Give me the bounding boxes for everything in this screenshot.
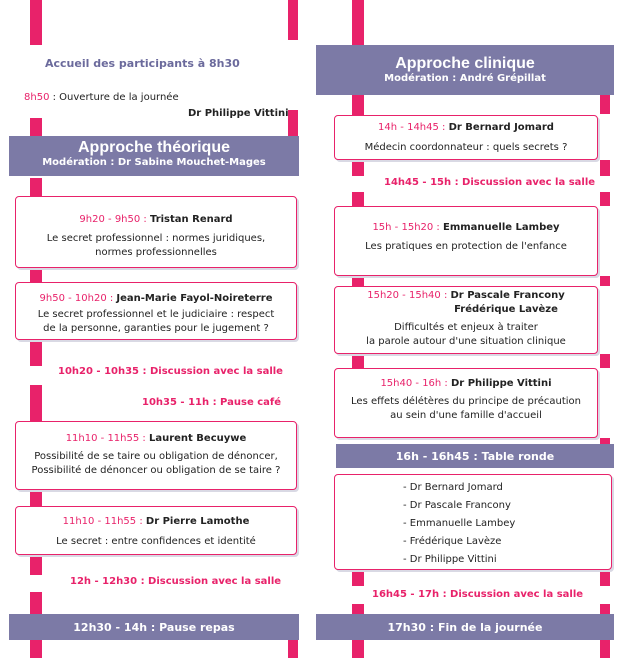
- talk-line: Les effets délétères du principe de précaution: [351, 396, 581, 407]
- talk-card: [15, 506, 297, 555]
- talk-line: Médecin coordonnateur : quels secrets ?: [364, 142, 568, 153]
- right-timeline-segment: [600, 354, 610, 368]
- right-timeline-segment: [600, 192, 610, 206]
- talk-time: 15h20 - 15h40 :: [367, 290, 451, 301]
- talk-line: normes professionnelles: [95, 247, 217, 258]
- lunch-band: 12h30 - 14h : Pause repas: [9, 614, 299, 640]
- panel-card: [334, 474, 612, 570]
- discussion-label: 14h45 - 15h : Discussion avec la salle: [384, 177, 596, 188]
- right-timeline-segment: [352, 192, 364, 206]
- right-timeline-segment: [600, 276, 610, 286]
- left-timeline-segment: [30, 555, 42, 575]
- left-timeline-segment: [288, 640, 298, 658]
- panel-member: - Dr Philippe Vittini: [403, 554, 497, 565]
- section-moderation: Modération : André Grépillat: [384, 73, 546, 84]
- left-timeline-segment: [288, 0, 298, 40]
- talk-speaker: Tristan Renard: [149, 214, 233, 225]
- talk-speaker: Dr Bernard Jomard: [448, 122, 554, 133]
- opening-line: [24, 92, 179, 103]
- section-header-clinique: [316, 45, 614, 95]
- right-timeline-segment: [352, 354, 364, 368]
- opening-time: 8h50: [24, 92, 50, 103]
- discussion-label: 10h20 - 10h35 : Discussion avec la salle: [58, 366, 283, 377]
- talk-line: Le secret professionnel : normes juridiques,: [46, 233, 266, 244]
- talk-speaker: Jean-Marie Fayol-Noireterre: [116, 293, 273, 304]
- talk-speaker: Dr Pierre Lamothe: [145, 516, 250, 527]
- talk-card: [334, 115, 598, 160]
- left-timeline-segment: [30, 0, 42, 45]
- left-timeline-segment: [30, 118, 42, 136]
- talk-card: [334, 206, 598, 276]
- right-timeline-segment: [600, 92, 610, 114]
- round-table-band: 16h - 16h45 : Table ronde: [336, 444, 614, 468]
- opening-speaker: Dr Philippe Vittini: [188, 108, 289, 119]
- panel-member: - Dr Pascale Francony: [403, 500, 511, 511]
- left-timeline-segment: [288, 110, 298, 136]
- talk-time: 11h10 - 11h55 :: [62, 516, 146, 527]
- section-title: Approche théorique: [77, 139, 230, 156]
- talk-line: Le secret professionnel et le judiciaire : respect: [37, 309, 275, 320]
- talk-speaker: Dr Philippe Vittini: [450, 378, 552, 389]
- talk-line: Possibilité de dénoncer ou obligation de se taire ?: [31, 465, 281, 476]
- talk-time: 11h10 - 11h55 :: [65, 433, 149, 444]
- left-timeline-segment: [30, 340, 42, 366]
- talk-line: au sein d'une famille d'accueil: [390, 410, 542, 421]
- right-timeline-segment: [600, 160, 610, 176]
- talk-time: 9h50 - 10h20 :: [39, 293, 117, 304]
- talk-card: [334, 368, 598, 438]
- welcome-text: Accueil des participants à 8h30: [45, 57, 240, 70]
- left-timeline-segment: [30, 490, 42, 506]
- discussion-label: 16h45 - 17h : Discussion avec la salle: [372, 589, 584, 600]
- talk-time: 15h40 - 16h :: [380, 378, 451, 389]
- section-title: Approche clinique: [395, 55, 535, 72]
- talk-line: la parole autour d'une situation clinique: [366, 336, 566, 347]
- left-timeline-segment: [30, 268, 42, 282]
- right-timeline-segment: [352, 0, 364, 45]
- section-moderation: Modération : Dr Sabine Mouchet-Mages: [42, 157, 266, 168]
- talk-card: [334, 286, 598, 354]
- right-timeline-segment: [352, 276, 364, 286]
- talk-line: de la personne, garanties pour le jugement ?: [43, 323, 269, 334]
- section-header-theorique: [9, 136, 299, 176]
- talk-speaker: Emmanuelle Lambey: [442, 222, 560, 233]
- talk-time: 15h - 15h20 :: [372, 222, 443, 233]
- left-timeline-segment: [30, 385, 42, 421]
- opening-label: : Ouverture de la journée: [49, 92, 179, 103]
- right-timeline-segment: [600, 570, 610, 586]
- right-timeline-segment: [352, 570, 364, 586]
- end-band: 17h30 : Fin de la journée: [316, 614, 614, 640]
- left-timeline-segment: [30, 640, 42, 658]
- talk-line: Difficultés et enjeux à traiter: [394, 322, 538, 333]
- panel-member: - Dr Bernard Jomard: [403, 482, 503, 493]
- talk-line: Les pratiques en protection de l'enfance: [365, 241, 567, 252]
- right-timeline-segment: [352, 640, 364, 658]
- talk-card: [15, 196, 297, 268]
- talk-card: [15, 282, 297, 340]
- talk-time: 14h - 14h45 :: [378, 122, 449, 133]
- right-timeline-segment: [600, 640, 610, 658]
- talk-line: Possibilité de se taire ou obligation de dénoncer,: [34, 451, 278, 462]
- talk-speaker-2: Frédérique Lavèze: [454, 304, 558, 315]
- panel-member: - Emmanuelle Lambey: [403, 518, 516, 529]
- talk-card: [15, 421, 297, 490]
- left-timeline-segment: [30, 178, 42, 196]
- talk-line: Le secret : entre confidences et identité: [56, 536, 256, 547]
- talk-time: 9h20 - 9h50 :: [79, 214, 150, 225]
- left-timeline-segment: [30, 592, 42, 614]
- talk-speaker: Laurent Becuywe: [148, 433, 247, 444]
- right-timeline-segment: [352, 95, 364, 115]
- discussion-label: 12h - 12h30 : Discussion avec la salle: [70, 576, 282, 587]
- right-timeline-segment: [352, 160, 364, 176]
- panel-member: - Frédérique Lavèze: [403, 536, 502, 547]
- pause-cafe-label: 10h35 - 11h : Pause café: [142, 397, 282, 408]
- talk-speaker: Dr Pascale Francony: [450, 290, 565, 301]
